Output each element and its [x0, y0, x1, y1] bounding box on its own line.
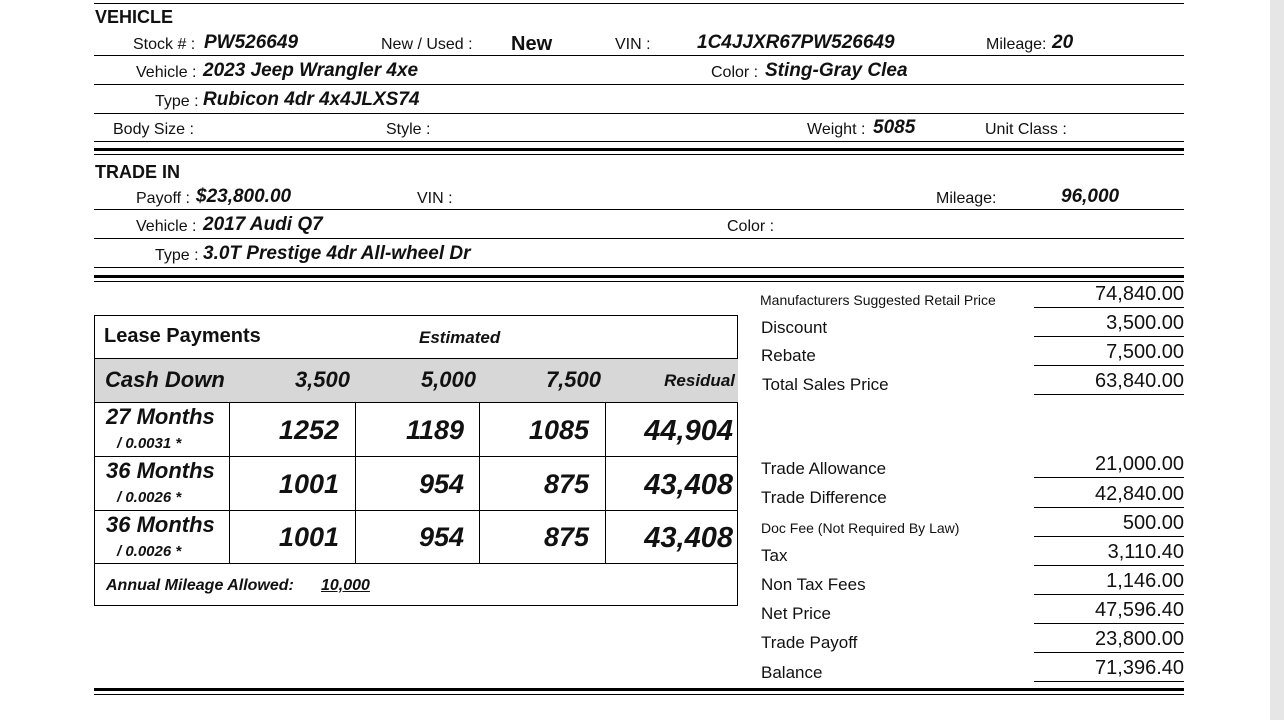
divider: [94, 267, 1184, 268]
annual-mileage-label: Annual Mileage Allowed:: [106, 577, 294, 594]
vin-label: VIN :: [615, 36, 651, 53]
scroll-edge: [1270, 0, 1284, 720]
net-price-label: Net Price: [761, 604, 831, 623]
balance-value: 71,396.40: [1095, 657, 1184, 679]
color-value: Sting-Gray Clea: [765, 60, 908, 81]
new-used-value: New: [511, 33, 553, 55]
lease-payment: 1001: [278, 522, 339, 552]
trade-payoff-label: Trade Payoff: [761, 633, 858, 652]
lease-residual: 43,408: [644, 469, 733, 501]
lease-term: 36 Months: [106, 458, 215, 483]
lease-payment: 1001: [278, 469, 339, 499]
trade-allowance-label: Trade Allowance: [761, 459, 887, 478]
divider: [1034, 536, 1184, 537]
section-divider: [94, 148, 1184, 151]
divider: [1034, 507, 1184, 508]
discount-value: 3,500.00: [1106, 312, 1184, 334]
lease-term: 27 Months: [106, 404, 215, 429]
total-sales-price-value: 63,840.00: [1095, 370, 1184, 392]
divider: [94, 3, 1184, 4]
mileage-value: 20: [1052, 32, 1074, 53]
type-label: Type :: [155, 93, 199, 110]
divider: [94, 209, 1184, 210]
tax-value: 3,110.40: [1107, 541, 1184, 563]
divider: [94, 55, 1184, 56]
divider: [94, 358, 738, 359]
vehicle-label: Vehicle :: [136, 64, 197, 81]
divider: [1034, 336, 1184, 337]
non-tax-fees-value: 1,146.00: [1106, 570, 1184, 592]
lease-rate: / 0.0026 *: [117, 543, 182, 560]
trade-vehicle-label: Vehicle :: [136, 218, 197, 235]
cash-down-column: 7,500: [545, 367, 601, 392]
divider: [94, 402, 738, 403]
balance-label: Balance: [761, 663, 823, 682]
divider: [1034, 565, 1184, 566]
annual-mileage-value: 10,000: [321, 577, 370, 594]
section-divider: [94, 275, 1184, 278]
cash-down-column: 3,500: [294, 367, 350, 392]
section-divider: [94, 154, 1184, 155]
divider: [355, 402, 356, 563]
mileage-label: Mileage:: [986, 36, 1047, 53]
vehicle-value: 2023 Jeep Wrangler 4xe: [203, 60, 419, 81]
stock-label: Stock # :: [133, 36, 196, 53]
lease-residual: 43,408: [644, 522, 733, 554]
divider: [1034, 307, 1184, 308]
lease-payment: 875: [543, 469, 589, 499]
net-price-value: 47,596.40: [1095, 599, 1184, 621]
lease-rate: / 0.0031 *: [117, 435, 182, 452]
trade-in-section-title: TRADE IN: [95, 162, 180, 182]
trade-vehicle-value: 2017 Audi Q7: [203, 214, 323, 235]
color-label: Color :: [711, 64, 759, 81]
residual-label: Residual: [664, 371, 735, 390]
divider: [94, 141, 1184, 142]
total-sales-price-label: Total Sales Price: [762, 375, 889, 394]
divider: [1034, 477, 1184, 478]
rebate-value: 7,500.00: [1106, 341, 1184, 363]
divider: [1034, 623, 1184, 624]
doc-fee-label: Doc Fee (Not Required By Law): [761, 520, 960, 536]
trade-allowance-value: 21,000.00: [1095, 453, 1184, 475]
trade-difference-value: 42,840.00: [1095, 483, 1184, 505]
trade-difference-label: Trade Difference: [761, 488, 887, 507]
divider: [1034, 365, 1184, 366]
section-divider: [94, 281, 1184, 282]
divider: [229, 402, 230, 563]
stock-value: PW526649: [204, 32, 299, 53]
lease-title: Lease Payments: [104, 325, 261, 347]
divider: [1034, 594, 1184, 595]
lease-payment: 1252: [278, 415, 339, 445]
msrp-value: 74,840.00: [1095, 283, 1184, 305]
trade-mileage-label: Mileage:: [936, 190, 997, 207]
msrp-label: Manufacturers Suggested Retail Price: [760, 292, 996, 308]
trade-type-value: 3.0T Prestige 4dr All-wheel Dr: [203, 243, 471, 264]
discount-label: Discount: [761, 318, 828, 337]
payoff-value: $23,800.00: [196, 186, 292, 207]
cash-down-column: 5,000: [420, 367, 476, 392]
trade-mileage-value: 96,000: [1061, 186, 1120, 207]
divider: [1034, 681, 1184, 682]
trade-vin-label: VIN :: [417, 190, 453, 207]
divider: [94, 456, 738, 457]
lease-payment: 1189: [405, 415, 464, 445]
divider: [94, 563, 738, 564]
new-used-label: New / Used :: [381, 36, 473, 53]
lease-residual: 44,904: [644, 415, 733, 447]
non-tax-fees-label: Non Tax Fees: [761, 575, 866, 594]
doc-fee-value: 500.00: [1122, 512, 1184, 534]
lease-payment: 1085: [528, 415, 589, 445]
divider: [479, 402, 480, 563]
body-size-label: Body Size :: [113, 121, 194, 138]
vin-value: 1C4JJXR67PW526649: [697, 32, 895, 53]
cash-down-label: Cash Down: [105, 367, 225, 392]
payoff-label: Payoff :: [136, 190, 190, 207]
unit-class-label: Unit Class :: [985, 121, 1067, 138]
divider: [1034, 652, 1184, 653]
vehicle-section-title: VEHICLE: [95, 7, 174, 27]
style-label: Style :: [386, 121, 431, 138]
divider: [94, 84, 1184, 85]
rebate-label: Rebate: [761, 346, 816, 365]
divider: [94, 238, 1184, 239]
divider: [605, 402, 606, 563]
trade-color-label: Color :: [727, 218, 775, 235]
lease-term: 36 Months: [106, 512, 215, 537]
lease-rate: / 0.0026 *: [117, 489, 182, 506]
weight-value: 5085: [873, 117, 916, 138]
trade-payoff-value: 23,800.00: [1095, 628, 1184, 650]
tax-label: Tax: [761, 546, 788, 565]
lease-payment: 875: [543, 522, 589, 552]
divider: [94, 113, 1184, 114]
lease-payment: 954: [418, 469, 464, 499]
weight-label: Weight :: [807, 121, 866, 138]
section-divider: [94, 694, 1184, 695]
lease-payment: 954: [418, 522, 464, 552]
trade-type-label: Type :: [155, 247, 199, 264]
section-divider: [94, 688, 1184, 691]
divider: [1034, 394, 1184, 395]
lease-estimated: Estimated: [419, 328, 501, 347]
divider: [94, 510, 738, 511]
type-value: Rubicon 4dr 4x4JLXS74: [203, 89, 420, 110]
